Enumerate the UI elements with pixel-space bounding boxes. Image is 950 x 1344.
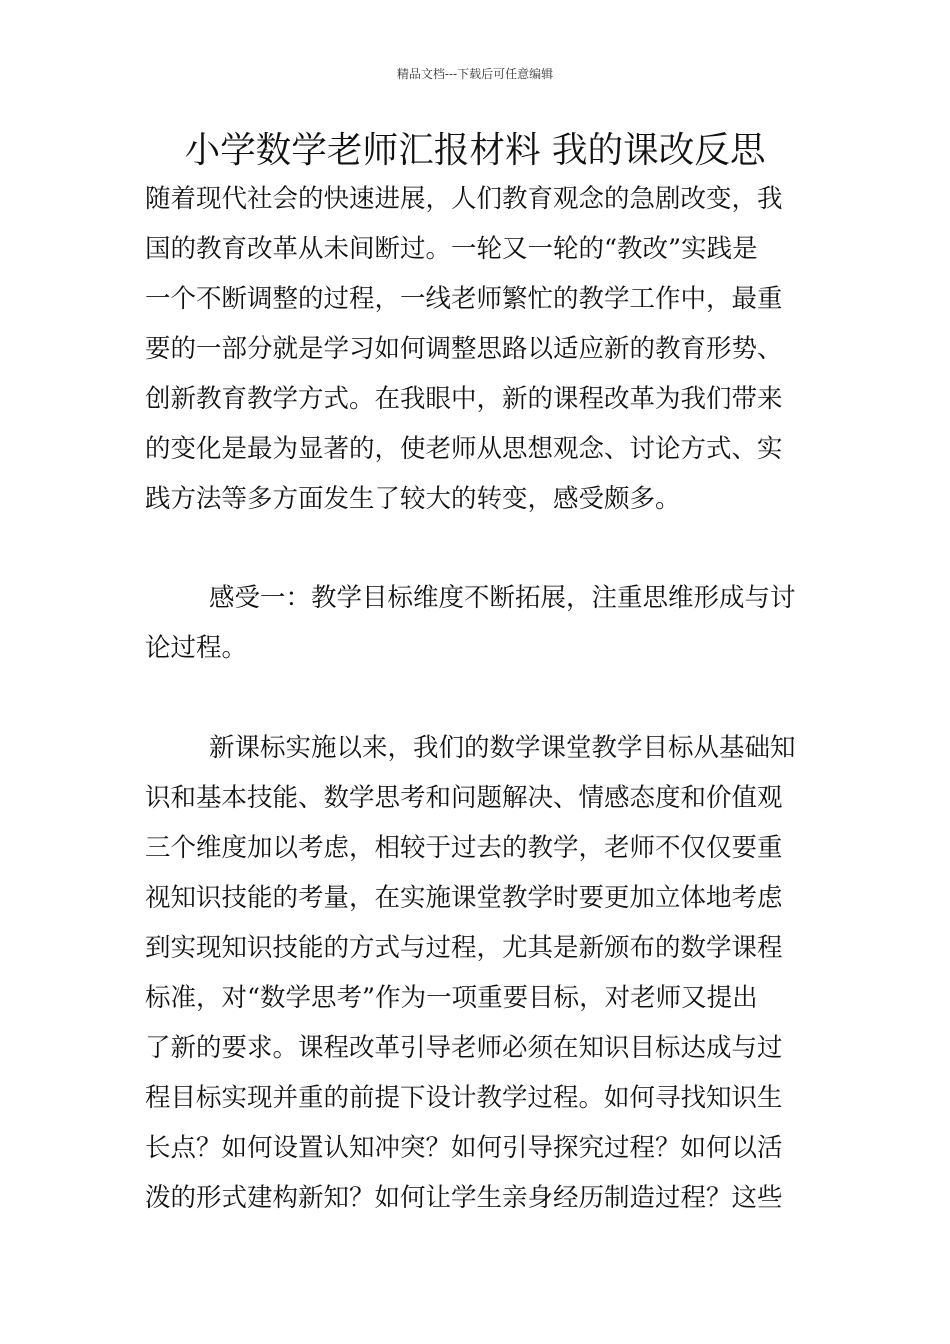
paragraph-3-line: 到实现知识技能的方式与过程，尤其是新颁布的数学课程 bbox=[145, 933, 783, 963]
paragraph-1-line: 一个不断调整的过程，一线老师繁忙的教学工作中，最重 bbox=[145, 284, 783, 314]
paragraph-1-line: 要的一部分就是学习如何调整思路以适应新的教育形势、 bbox=[145, 334, 783, 364]
paragraph-1-line: 国的教育改革从未间断过。一轮又一轮的“教改”实践是 bbox=[145, 234, 758, 264]
paragraph-1-line: 的变化是最为显著的，使老师从思想观念、讨论方式、实 bbox=[145, 434, 783, 464]
paragraph-1-line: 创新教育教学方式。在我眼中，新的课程改革为我们带来 bbox=[145, 384, 783, 414]
paragraph-3-line: 新课标实施以来，我们的数学课堂教学目标从基础知 bbox=[209, 733, 796, 763]
document-title: 小学数学老师汇报材料 我的课改反思 bbox=[184, 130, 766, 171]
paragraph-3-line: 标准，对“数学思考”作为一项重要目标，对老师又提出 bbox=[145, 983, 758, 1013]
paragraph-3-line: 泼的形式建构新知？如何让学生亲身经历制造过程？这些 bbox=[145, 1183, 783, 1213]
paragraph-3-line: 了新的要求。课程改革引导老师必须在知识目标达成与过 bbox=[145, 1033, 783, 1063]
header-note: 精品文档---下载后可任意编辑 bbox=[396, 67, 554, 81]
paragraph-3-line: 长点？如何设置认知冲突？如何引导探究过程？如何以活 bbox=[145, 1133, 783, 1163]
paragraph-1-line: 随着现代社会的快速进展，人们教育观念的急剧改变，我 bbox=[145, 184, 783, 214]
paragraph-3-line: 识和基本技能、数学思考和问题解决、情感态度和价值观 bbox=[145, 783, 783, 813]
paragraph-3-line: 三个维度加以考虑，相较于过去的教学，老师不仅仅要重 bbox=[145, 833, 783, 863]
paragraph-2-line: 论过程。 bbox=[145, 633, 248, 663]
paragraph-3-line: 视知识技能的考量，在实施课堂教学时要更加立体地考虑 bbox=[145, 883, 783, 913]
paragraph-2-line: 感受一：教学目标维度不断拓展，注重思维形成与讨 bbox=[209, 583, 796, 613]
paragraph-1-line: 践方法等多方面发生了较大的转变，感受颇多。 bbox=[145, 484, 681, 514]
paragraph-3-line: 程目标实现并重的前提下设计教学过程。如何寻找知识生 bbox=[145, 1083, 783, 1113]
